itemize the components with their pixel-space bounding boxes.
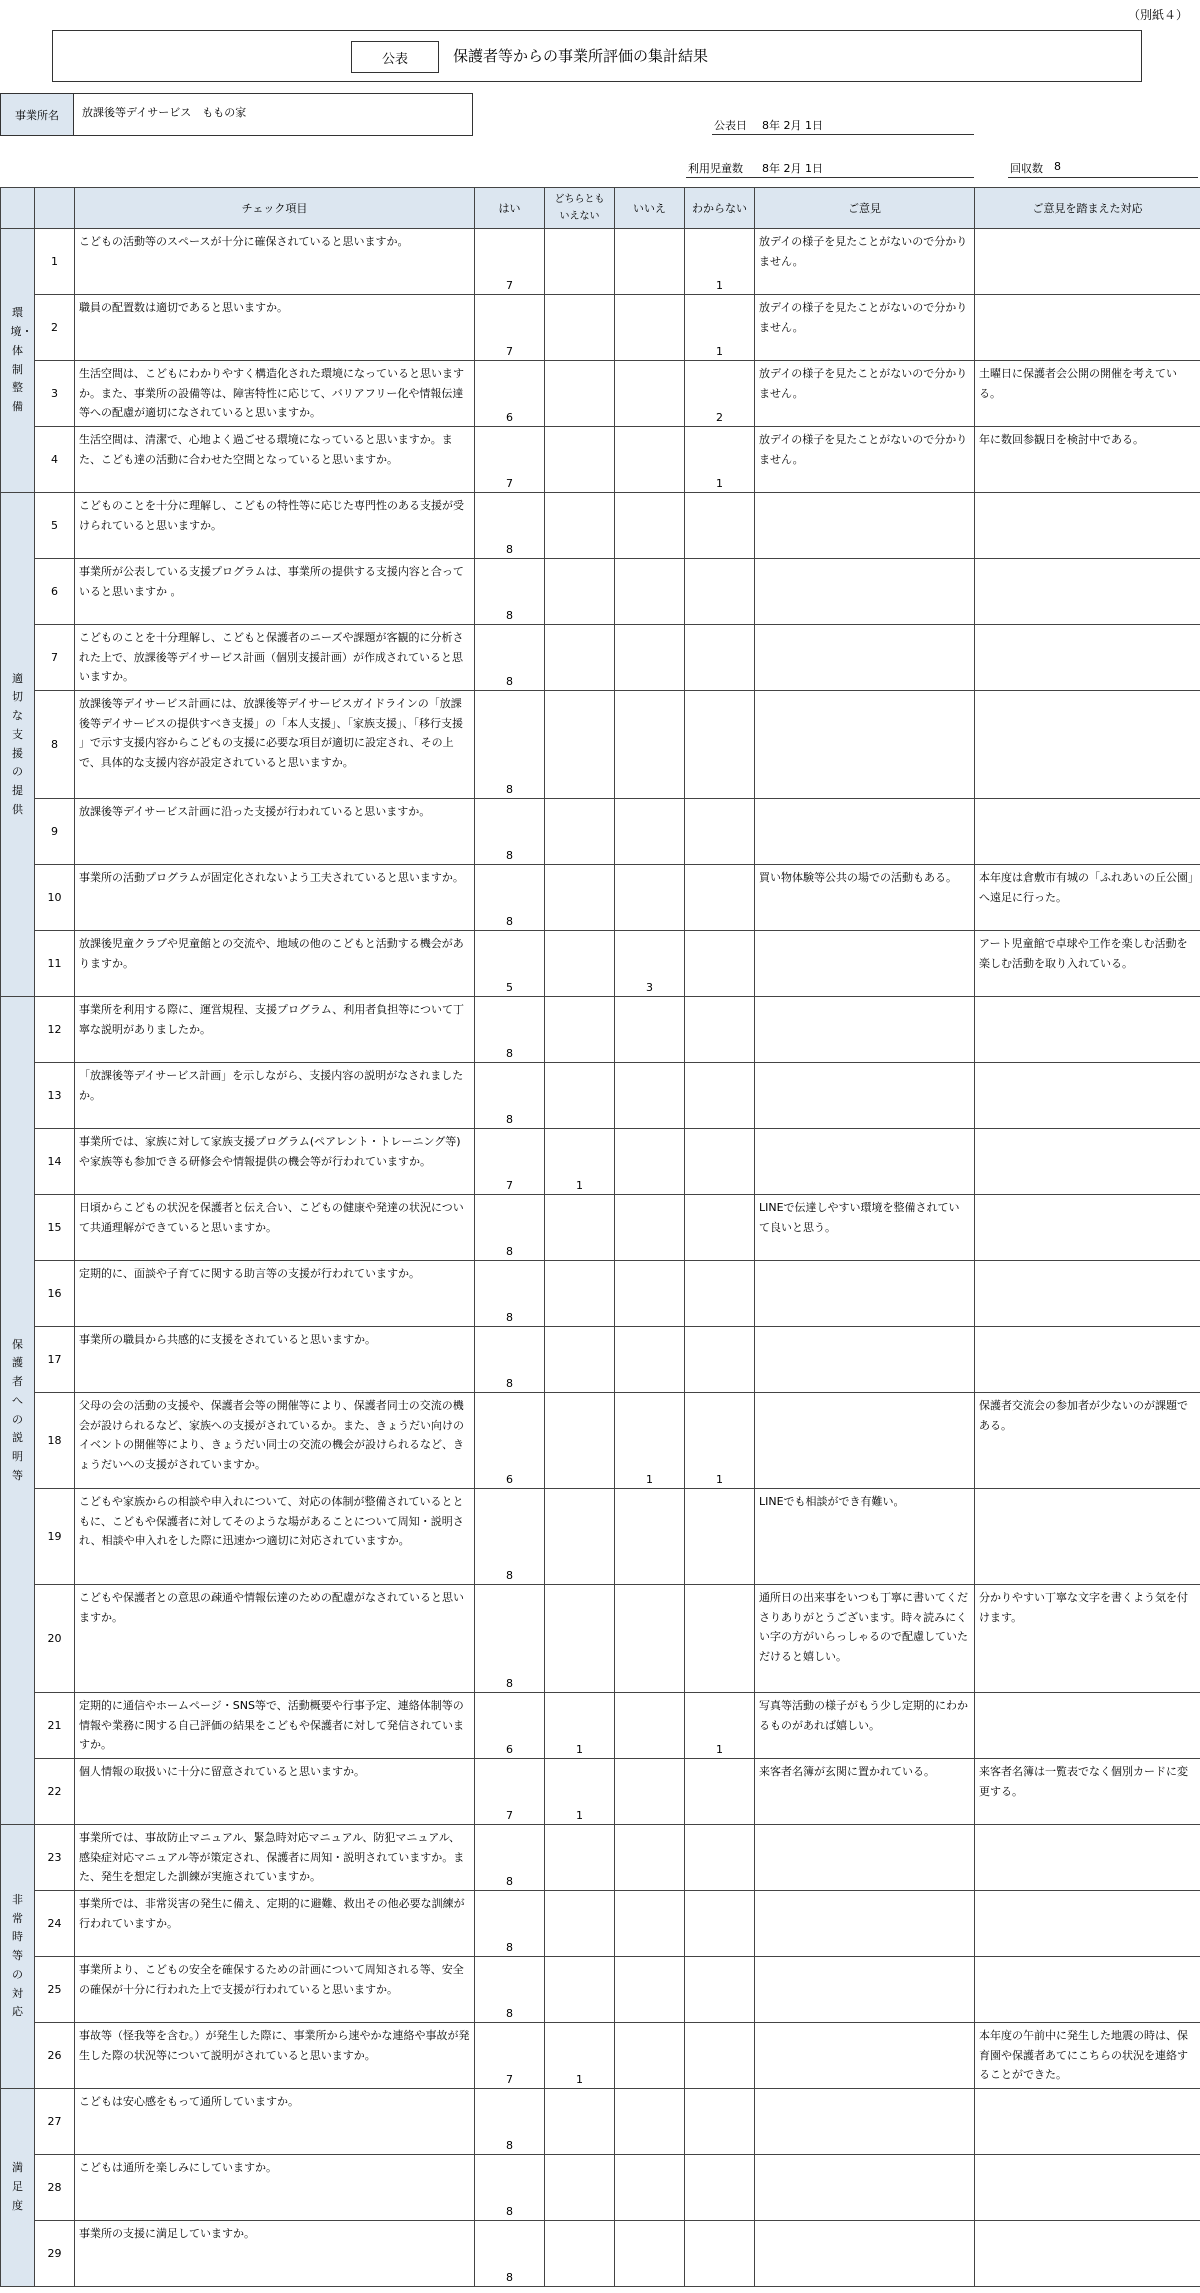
category-label — [1, 997, 35, 1825]
count-unknown — [685, 1261, 755, 1327]
check-item-text: 事業所では、家族に対して家族支援プログラム(ペアレント・トレーニング等)や家族等も参加できる研修会や情報提供の機会等が行われていますか。 — [75, 1129, 475, 1195]
check-item-text: 事業所を利用する際に、運営規程、支援プログラム、利用者負担等について丁寧な説明がありましたか。 — [75, 997, 475, 1063]
count-no — [615, 2221, 685, 2287]
opinion-text — [755, 1261, 975, 1327]
opinion-text: 通所日の出来事をいつも丁寧に書いてくださりありがとうございます。時々読みにくい字の方がいらっしゃるので配慮していただけると嬉しい。 — [755, 1585, 975, 1693]
table-row — [1, 361, 1200, 427]
item-number: 26 — [35, 2023, 75, 2089]
count-neither — [545, 1825, 615, 1891]
count-unknown: 1 — [685, 229, 755, 295]
header-neither: どちらとも いえない — [545, 188, 615, 229]
count-neither — [545, 625, 615, 691]
count-yes: 7 — [475, 295, 545, 361]
item-number: 7 — [35, 625, 75, 691]
count-neither — [545, 493, 615, 559]
response-text: 保護者交流会の参加者が少ないのが課題である。 — [975, 1393, 1200, 1489]
item-number: 20 — [35, 1585, 75, 1693]
item-number: 13 — [35, 1063, 75, 1129]
response-text: アート児童館で卓球や工作を楽しむ活動を楽しむ活動を取り入れている。 — [975, 931, 1200, 997]
category-text: 環境・体制整備 — [10, 306, 33, 413]
opinion-text — [755, 2221, 975, 2287]
response-text — [975, 493, 1200, 559]
table-row — [1, 1825, 1200, 1891]
count-unknown — [685, 2089, 755, 2155]
opinion-text — [755, 559, 975, 625]
table-row — [1, 2089, 1200, 2155]
table-header-row — [1, 188, 1200, 229]
table-row — [1, 493, 1200, 559]
count-no — [615, 1489, 685, 1585]
table-row — [1, 1585, 1200, 1693]
count-unknown — [685, 1063, 755, 1129]
count-unknown — [685, 559, 755, 625]
count-no — [615, 1891, 685, 1957]
check-item-text: こどもの活動等のスペースが十分に確保されていると思いますか。 — [75, 229, 475, 295]
count-yes: 6 — [475, 1393, 545, 1489]
count-no — [615, 691, 685, 799]
count-unknown — [685, 1195, 755, 1261]
publish-date-value: 8年 2月 1日 — [762, 119, 823, 132]
response-text — [975, 1195, 1200, 1261]
opinion-text: 放デイの様子を見たことがないので分かりません。 — [755, 361, 975, 427]
table-row — [1, 799, 1200, 865]
count-no — [615, 1327, 685, 1393]
count-unknown — [685, 1327, 755, 1393]
check-item-text: こどもや保護者との意思の疎通や情報伝達のための配慮がなされていると思いますか。 — [75, 1585, 475, 1693]
check-item-text: 職員の配置数は適切であると思いますか。 — [75, 295, 475, 361]
item-number: 17 — [35, 1327, 75, 1393]
item-number: 4 — [35, 427, 75, 493]
response-text: 本年度の午前中に発生した地震の時は、保育園や保護者あてにこちらの状況を連絡することができた。 — [975, 2023, 1200, 2089]
table-row — [1, 427, 1200, 493]
count-neither — [545, 559, 615, 625]
header-response: ご意見を踏まえた対応 — [975, 188, 1200, 229]
item-number: 5 — [35, 493, 75, 559]
opinion-text: 買い物体験等公共の場での活動もある。 — [755, 865, 975, 931]
count-yes: 8 — [475, 559, 545, 625]
count-no — [615, 559, 685, 625]
count-unknown — [685, 1129, 755, 1195]
category-label — [1, 2089, 35, 2287]
count-unknown: 1 — [685, 1693, 755, 1759]
count-neither — [545, 2155, 615, 2221]
check-item-text: 放課後児童クラブや児童館との交流や、地域の他のこどもと活動する機会がありますか。 — [75, 931, 475, 997]
count-neither — [545, 1327, 615, 1393]
item-number: 10 — [35, 865, 75, 931]
category-label — [1, 229, 35, 493]
title-box — [52, 30, 1142, 82]
count-unknown: 1 — [685, 427, 755, 493]
count-yes: 8 — [475, 799, 545, 865]
check-item-text: こどものことを十分理解し、こどもと保護者のニーズや課題が客観的に分析された上で、放課後等デイサービス計画（個別支援計画）が作成されていると思いますか。 — [75, 625, 475, 691]
response-text — [975, 295, 1200, 361]
item-number: 16 — [35, 1261, 75, 1327]
item-number: 23 — [35, 1825, 75, 1891]
count-yes: 8 — [475, 1489, 545, 1585]
table-row — [1, 1195, 1200, 1261]
response-text: 本年度は倉敷市有城の「ふれあいの丘公園」へ遠足に行った。 — [975, 865, 1200, 931]
table-row — [1, 1489, 1200, 1585]
item-number: 24 — [35, 1891, 75, 1957]
opinion-text: 放デイの様子を見たことがないので分かりません。 — [755, 229, 975, 295]
response-text: 分かりやすい丁寧な文字を書くよう気を付けます。 — [975, 1585, 1200, 1693]
opinion-text — [755, 1393, 975, 1489]
count-no — [615, 1195, 685, 1261]
count-neither — [545, 1489, 615, 1585]
count-unknown — [685, 1825, 755, 1891]
item-number: 19 — [35, 1489, 75, 1585]
response-text — [975, 229, 1200, 295]
item-number: 29 — [35, 2221, 75, 2287]
opinion-text: LINEでも相談ができ有難い。 — [755, 1489, 975, 1585]
count-yes: 8 — [475, 1825, 545, 1891]
count-neither — [545, 865, 615, 931]
count-no — [615, 361, 685, 427]
check-item-text: 事業所の職員から共感的に支援をされていると思いますか。 — [75, 1327, 475, 1393]
count-neither: 1 — [545, 1693, 615, 1759]
check-item-text: 生活空間は、清潔で、心地よく過ごせる環境になっていると思いますか。また、こども達の活動に合わせた空間となっていると思いますか。 — [75, 427, 475, 493]
publish-badge: 公表 — [351, 41, 439, 73]
item-number: 15 — [35, 1195, 75, 1261]
count-yes: 7 — [475, 427, 545, 493]
count-neither — [545, 229, 615, 295]
count-no — [615, 1825, 685, 1891]
response-text — [975, 1693, 1200, 1759]
responses-value: 8 — [1054, 160, 1061, 173]
header-unknown: わからない — [685, 188, 755, 229]
count-no — [615, 1063, 685, 1129]
count-yes: 8 — [475, 865, 545, 931]
opinion-text — [755, 1129, 975, 1195]
item-number: 11 — [35, 931, 75, 997]
check-item-text: 放課後等デイサービス計画に沿った支援が行われていると思いますか。 — [75, 799, 475, 865]
children-count-value: 8年 2月 1日 — [762, 162, 823, 175]
table-row — [1, 1129, 1200, 1195]
opinion-text: LINEで伝達しやすい環境を整備されていて良いと思う。 — [755, 1195, 975, 1261]
table-row — [1, 1393, 1200, 1489]
count-no — [615, 295, 685, 361]
count-unknown — [685, 931, 755, 997]
item-number: 2 — [35, 295, 75, 361]
count-unknown — [685, 493, 755, 559]
opinion-text: 放デイの様子を見たことがないので分かりません。 — [755, 295, 975, 361]
item-number: 3 — [35, 361, 75, 427]
item-number: 12 — [35, 997, 75, 1063]
response-text — [975, 1957, 1200, 2023]
table-row — [1, 1261, 1200, 1327]
count-unknown — [685, 2155, 755, 2221]
table-row — [1, 1063, 1200, 1129]
opinion-text — [755, 493, 975, 559]
item-number: 27 — [35, 2089, 75, 2155]
opinion-text — [755, 1825, 975, 1891]
count-yes: 8 — [475, 2221, 545, 2287]
count-no — [615, 2155, 685, 2221]
count-neither — [545, 799, 615, 865]
count-yes: 8 — [475, 625, 545, 691]
check-item-text: 事業所の支援に満足していますか。 — [75, 2221, 475, 2287]
item-number: 25 — [35, 1957, 75, 2023]
count-neither — [545, 1261, 615, 1327]
count-no: 3 — [615, 931, 685, 997]
count-yes: 7 — [475, 2023, 545, 2089]
opinion-text — [755, 1891, 975, 1957]
check-item-text: 定期的に通信やホームページ・SNS等で、活動概要や行事予定、連絡体制等の情報や業務に関する自己評価の結果をこどもや保護者に対して発信されていますか。 — [75, 1693, 475, 1759]
opinion-text: 写真等活動の様子がもう少し定期的にわかるものがあれば嬉しい。 — [755, 1693, 975, 1759]
opinion-text — [755, 2023, 975, 2089]
count-yes: 8 — [475, 2155, 545, 2221]
count-neither — [545, 295, 615, 361]
check-item-text: 日頃からこどもの状況を保護者と伝え合い、こどもの健康や発達の状況について共通理解ができていると思いますか。 — [75, 1195, 475, 1261]
count-neither: 1 — [545, 1759, 615, 1825]
count-unknown — [685, 1891, 755, 1957]
count-no — [615, 1261, 685, 1327]
count-unknown — [685, 865, 755, 931]
count-neither — [545, 1195, 615, 1261]
header-opinion: ご意見 — [755, 188, 975, 229]
count-yes: 8 — [475, 997, 545, 1063]
publish-date-label: 公表日 — [714, 119, 747, 132]
count-unknown — [685, 1759, 755, 1825]
count-yes: 7 — [475, 229, 545, 295]
children-count-underline — [686, 177, 974, 178]
count-neither — [545, 1957, 615, 2023]
opinion-text: 放デイの様子を見たことがないので分かりません。 — [755, 427, 975, 493]
check-item-text: こどものことを十分に理解し、こどもの特性等に応じた専門性のある支援が受けられていると思いますか。 — [75, 493, 475, 559]
check-item-text: こどもは安心感をもって通所していますか。 — [75, 2089, 475, 2155]
count-no — [615, 799, 685, 865]
response-text — [975, 1327, 1200, 1393]
check-item-text: こどもや家族からの相談や申入れについて、対応の体制が整備されているとともに、こどもや保護者に対してそのような場があることについて周知・説明され、相談や申入れをした際に迅速かつ適切に対応されていますか。 — [75, 1489, 475, 1585]
count-no — [615, 1693, 685, 1759]
category-text: 適切な支援の提供 — [12, 671, 23, 816]
response-text — [975, 1825, 1200, 1891]
item-number: 18 — [35, 1393, 75, 1489]
table-row — [1, 1957, 1200, 2023]
count-unknown — [685, 625, 755, 691]
count-no — [615, 1129, 685, 1195]
count-no — [615, 625, 685, 691]
count-yes: 6 — [475, 361, 545, 427]
office-label: 事業所名 — [1, 94, 74, 135]
count-neither — [545, 1063, 615, 1129]
response-text: 土曜日に保護者会公開の開催を考えている。 — [975, 361, 1200, 427]
check-item-text: 父母の会の活動の支援や、保護者会等の開催等により、保護者同士の交流の機会が設けられるなど、家族への支援がされているか。また、きょうだい向けのイベントの開催等により、きょうだい同士の交流の機会が設けられるなど、きょうだいへの支援がされていますか。 — [75, 1393, 475, 1489]
table-row — [1, 865, 1200, 931]
count-unknown: 2 — [685, 361, 755, 427]
category-text: 満足度 — [12, 2161, 23, 2212]
response-text — [975, 1129, 1200, 1195]
count-yes: 8 — [475, 1585, 545, 1693]
count-no — [615, 997, 685, 1063]
response-text — [975, 1489, 1200, 1585]
table-row — [1, 559, 1200, 625]
check-item-text: こどもは通所を楽しみにしていますか。 — [75, 2155, 475, 2221]
item-number: 22 — [35, 1759, 75, 1825]
category-label — [1, 493, 35, 997]
responses-label: 回収数 — [1010, 162, 1043, 175]
count-yes: 8 — [475, 1063, 545, 1129]
opinion-text — [755, 625, 975, 691]
count-neither — [545, 361, 615, 427]
table-row — [1, 1693, 1200, 1759]
table-row — [1, 691, 1200, 799]
item-number: 9 — [35, 799, 75, 865]
count-neither — [545, 1393, 615, 1489]
check-item-text: 事業所が公表している支援プログラムは、事業所の提供する支援内容と合っていると思いますか 。 — [75, 559, 475, 625]
count-no — [615, 865, 685, 931]
check-item-text: 個人情報の取扱いに十分に留意されていると思いますか。 — [75, 1759, 475, 1825]
item-number: 28 — [35, 2155, 75, 2221]
count-neither — [545, 2089, 615, 2155]
response-text — [975, 2155, 1200, 2221]
table-row — [1, 2155, 1200, 2221]
table-row — [1, 2221, 1200, 2287]
office-name: 放課後等デイサービス ももの家 — [82, 106, 247, 119]
opinion-text: 来客者名簿が玄関に置かれている。 — [755, 1759, 975, 1825]
response-text — [975, 559, 1200, 625]
opinion-text — [755, 997, 975, 1063]
check-item-text: 定期的に、面談や子育てに関する助言等の支援が行われていますか。 — [75, 1261, 475, 1327]
responses-underline — [1008, 177, 1198, 178]
count-unknown — [685, 2221, 755, 2287]
table-row — [1, 997, 1200, 1063]
count-yes: 8 — [475, 1957, 545, 2023]
check-item-text: 事業所の活動プログラムが固定化されないよう工夫されていると思いますか。 — [75, 865, 475, 931]
table-row — [1, 1891, 1200, 1957]
table-row — [1, 2023, 1200, 2089]
count-neither — [545, 931, 615, 997]
publish-date-underline — [712, 134, 974, 135]
count-neither — [545, 1585, 615, 1693]
count-unknown — [685, 1585, 755, 1693]
count-yes: 8 — [475, 493, 545, 559]
count-yes: 7 — [475, 1759, 545, 1825]
response-text: 来客者名簿は一覧表でなく個別カードに変更する。 — [975, 1759, 1200, 1825]
count-yes: 7 — [475, 1129, 545, 1195]
response-text — [975, 691, 1200, 799]
count-no — [615, 2089, 685, 2155]
count-no — [615, 493, 685, 559]
count-neither: 1 — [545, 2023, 615, 2089]
item-number: 8 — [35, 691, 75, 799]
category-text: 非常時等の対応 — [12, 1893, 23, 2019]
opinion-text — [755, 931, 975, 997]
item-number: 6 — [35, 559, 75, 625]
count-unknown — [685, 799, 755, 865]
count-neither: 1 — [545, 1129, 615, 1195]
table-row — [1, 295, 1200, 361]
response-text — [975, 799, 1200, 865]
count-yes: 8 — [475, 1891, 545, 1957]
check-item-text: 事業所では、事故防止マニュアル、緊急時対応マニュアル、防犯マニュアル、感染症対応マニュアル等が策定され、保護者に周知・説明されていますか。また、発生を想定した訓練が実施されていますか。 — [75, 1825, 475, 1891]
opinion-text — [755, 1327, 975, 1393]
office-box — [0, 93, 473, 136]
header-number — [35, 188, 75, 229]
count-yes: 8 — [475, 1327, 545, 1393]
opinion-text — [755, 1957, 975, 2023]
header-no: いいえ — [615, 188, 685, 229]
check-item-text: 放課後等デイサービス計画には、放課後等デイサービスガイドラインの「放課後等デイサービスの提供すべき支援」の「本人支援」、「家族支援」、「移行支援 」で示す支援内容からこどもの支援に必要な項目が適切に設定され、その上で、具体的な支援内容が設定されていると思いますか。 — [75, 691, 475, 799]
count-no — [615, 2023, 685, 2089]
table-row — [1, 1759, 1200, 1825]
count-yes: 5 — [475, 931, 545, 997]
count-unknown — [685, 997, 755, 1063]
count-no: 1 — [615, 1393, 685, 1489]
response-text — [975, 625, 1200, 691]
count-no — [615, 427, 685, 493]
count-neither — [545, 997, 615, 1063]
count-no — [615, 229, 685, 295]
count-unknown — [685, 1489, 755, 1585]
opinion-text — [755, 2155, 975, 2221]
count-unknown: 1 — [685, 1393, 755, 1489]
count-unknown — [685, 2023, 755, 2089]
response-text — [975, 997, 1200, 1063]
check-item-text: 生活空間は、こどもにわかりやすく構造化された環境になっていると思いますか。また、事業所の設備等は、障害特性に応じて、バリアフリー化や情報伝達等への配慮が適切になされていると思いますか。 — [75, 361, 475, 427]
category-label — [1, 1825, 35, 2089]
count-no — [615, 1957, 685, 2023]
category-text: 保護者への説明等 — [12, 1337, 23, 1482]
header-category — [1, 188, 35, 229]
count-unknown: 1 — [685, 295, 755, 361]
count-unknown — [685, 1957, 755, 2023]
check-item-text: 「放課後等デイサービス計画」を示しながら、支援内容の説明がなされましたか。 — [75, 1063, 475, 1129]
item-number: 21 — [35, 1693, 75, 1759]
count-unknown — [685, 691, 755, 799]
count-no — [615, 1759, 685, 1825]
table-row — [1, 625, 1200, 691]
count-yes: 8 — [475, 691, 545, 799]
opinion-text — [755, 799, 975, 865]
page-title: 保護者等からの事業所評価の集計結果 — [453, 47, 709, 65]
annex-label: （別紙４） — [1127, 8, 1188, 22]
response-text: 年に数回参観日を検討中である。 — [975, 427, 1200, 493]
children-count-label: 利用児童数 — [688, 162, 743, 175]
count-neither — [545, 691, 615, 799]
opinion-text — [755, 691, 975, 799]
opinion-text — [755, 1063, 975, 1129]
header-yes: はい — [475, 188, 545, 229]
count-neither — [545, 1891, 615, 1957]
item-number: 14 — [35, 1129, 75, 1195]
count-yes: 8 — [475, 1195, 545, 1261]
header-check-item: チェック項目 — [75, 188, 475, 229]
table-row — [1, 931, 1200, 997]
response-text — [975, 2089, 1200, 2155]
check-item-text: 事業所では、非常災害の発生に備え、定期的に避難、救出その他必要な訓練が行われていますか。 — [75, 1891, 475, 1957]
evaluation-table — [0, 187, 1200, 2287]
response-text — [975, 2221, 1200, 2287]
opinion-text — [755, 2089, 975, 2155]
count-yes: 8 — [475, 1261, 545, 1327]
response-text — [975, 1891, 1200, 1957]
count-neither — [545, 2221, 615, 2287]
check-item-text: 事故等（怪我等を含む。）が発生した際に、事業所から速やかな連絡や事故が発生した際の状況等について説明がされていると思いますか。 — [75, 2023, 475, 2089]
count-yes: 6 — [475, 1693, 545, 1759]
check-item-text: 事業所より、こどもの安全を確保するための計画について周知される等、安全の確保が十分に行われた上で支援が行われていると思いますか。 — [75, 1957, 475, 2023]
response-text — [975, 1261, 1200, 1327]
count-yes: 8 — [475, 2089, 545, 2155]
response-text — [975, 1063, 1200, 1129]
table-row — [1, 1327, 1200, 1393]
count-neither — [545, 427, 615, 493]
count-no — [615, 1585, 685, 1693]
item-number: 1 — [35, 229, 75, 295]
table-row — [1, 229, 1200, 295]
